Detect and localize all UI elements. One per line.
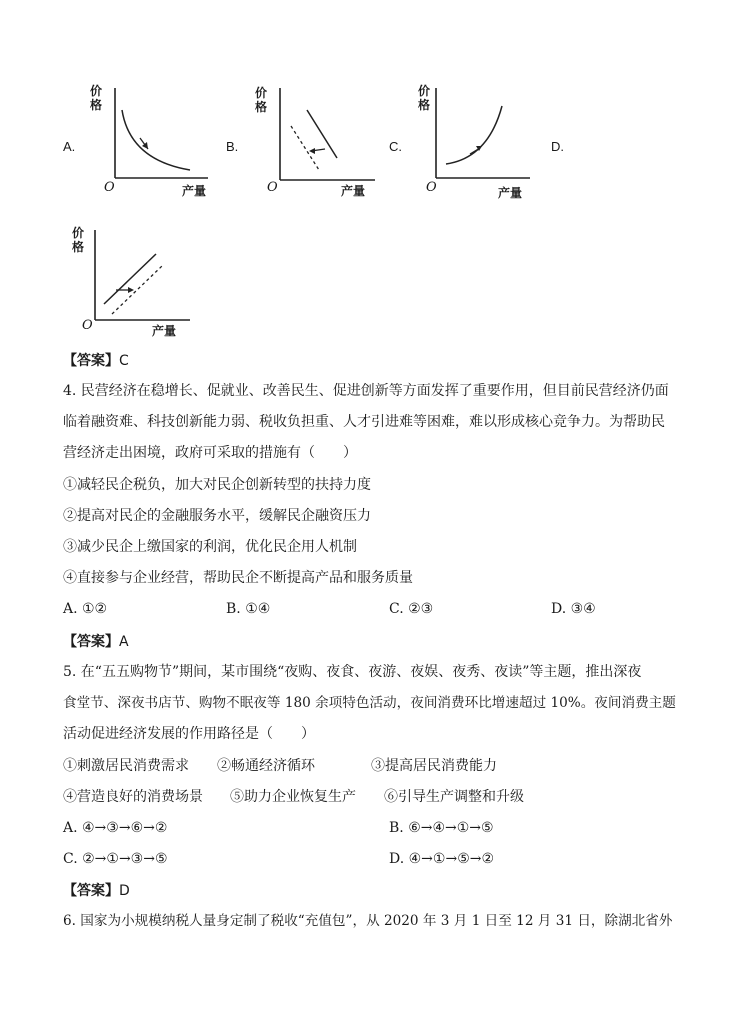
graph-c-curve bbox=[446, 106, 502, 164]
option-letter-a: A. bbox=[63, 139, 76, 154]
option-letter-d: D. bbox=[551, 139, 564, 154]
q5-item-2: ②畅通经济循环 bbox=[217, 758, 315, 774]
graph-c-origin: O bbox=[426, 180, 437, 195]
graph-d-ylabel: 价格 bbox=[72, 226, 85, 254]
option-letter-c: C. bbox=[389, 139, 402, 154]
q4-option-a: A. ①② bbox=[63, 601, 108, 617]
answer-value: D bbox=[119, 883, 130, 899]
q4-stem-line3: 营经济走出困境，政府可采取的措施有（ ） bbox=[63, 445, 357, 461]
graph-b-origin: O bbox=[267, 180, 278, 195]
q5-answer bbox=[63, 880, 130, 900]
graph-c-xlabel: 产量 bbox=[498, 186, 523, 200]
q5-item-5: ⑤助力企业恢复生产 bbox=[230, 789, 356, 805]
q4-answer bbox=[63, 631, 129, 651]
graph-b-ylabel: 价格 bbox=[255, 86, 268, 114]
option-letter-b: B. bbox=[226, 139, 239, 154]
graph-c bbox=[418, 82, 548, 198]
q4-option-b: B. ①④ bbox=[226, 601, 271, 617]
graph-c-ylabel: 价格 bbox=[418, 84, 431, 112]
q4-stem-line1: 4. 民营经济在稳增长、促就业、改善民生、促进创新等方面发挥了重要作用，但目前民营经济仍面 bbox=[63, 383, 669, 399]
q4-item-2: ②提高对民企的金融服务水平，缓解民企融资压力 bbox=[63, 508, 371, 524]
graph-a-curve bbox=[122, 110, 190, 170]
graph-d bbox=[70, 224, 200, 340]
q5-item-1: ①刺激居民消费需求 bbox=[63, 758, 189, 774]
graph-a-origin: O bbox=[104, 180, 115, 195]
answer-value: A bbox=[119, 634, 129, 650]
answer-label: 【答案】 bbox=[63, 353, 119, 369]
graph-d-origin: O bbox=[82, 318, 93, 333]
q4-item-3: ③减少民企上缴国家的利润，优化民企用人机制 bbox=[63, 539, 357, 555]
q5-option-d: D. ④→①→⑤→② bbox=[389, 851, 495, 867]
q5-item-3: ③提高居民消费能力 bbox=[371, 758, 497, 774]
q5-item-4: ④营造良好的消费场景 bbox=[63, 789, 203, 805]
graph-b-dashed-line bbox=[291, 126, 319, 170]
answer-label: 【答案】 bbox=[63, 634, 119, 650]
answer-value: C bbox=[119, 353, 129, 369]
q3-answer bbox=[63, 350, 129, 370]
graph-d-xlabel: 产量 bbox=[152, 324, 177, 338]
q5-option-b: B. ⑥→④→①→⑤ bbox=[389, 820, 494, 836]
graph-b bbox=[255, 82, 385, 198]
graph-a-ylabel: 价格 bbox=[90, 84, 103, 112]
q5-option-a: A. ④→③→⑥→② bbox=[63, 820, 168, 836]
q5-stem-line2: 食堂节、深夜书店节、购物不眠夜等 180 余项特色活动，夜间消费环比增速超过 10%。夜间消费主题 bbox=[63, 695, 676, 711]
answer-label: 【答案】 bbox=[63, 883, 119, 899]
q6-stem-line1: 6. 国家为小规模纳税人量身定制了税收“充值包”，从 2020 年 3 月 1 日至 12 月 31 日，除湖北省外 bbox=[63, 913, 673, 929]
q4-stem-line2: 临着融资难、科技创新能力弱、税收负担重、人才引进难等困难，难以形成核心竞争力。为帮助民 bbox=[63, 414, 665, 430]
q4-item-1: ①减轻民企税负，加大对民企创新转型的扶持力度 bbox=[63, 477, 371, 493]
graph-b-xlabel: 产量 bbox=[341, 184, 366, 198]
graph-a bbox=[90, 82, 220, 198]
q4-item-4: ④直接参与企业经营，帮助民企不断提高产品和服务质量 bbox=[63, 570, 413, 586]
q4-option-d: D. ③④ bbox=[551, 601, 596, 617]
q5-stem-line3: 活动促进经济发展的作用路径是（ ） bbox=[63, 726, 315, 742]
q5-item-6: ⑥引导生产调整和升级 bbox=[384, 789, 524, 805]
q5-option-c: C. ②→①→③→⑤ bbox=[63, 851, 168, 867]
graph-a-xlabel: 产量 bbox=[182, 184, 207, 198]
q5-stem-line1: 5. 在“五五购物节”期间，某市围绕“夜购、夜食、夜游、夜娱、夜秀、夜读”等主题，推出深夜 bbox=[63, 664, 642, 680]
q4-option-c: C. ②③ bbox=[389, 601, 434, 617]
